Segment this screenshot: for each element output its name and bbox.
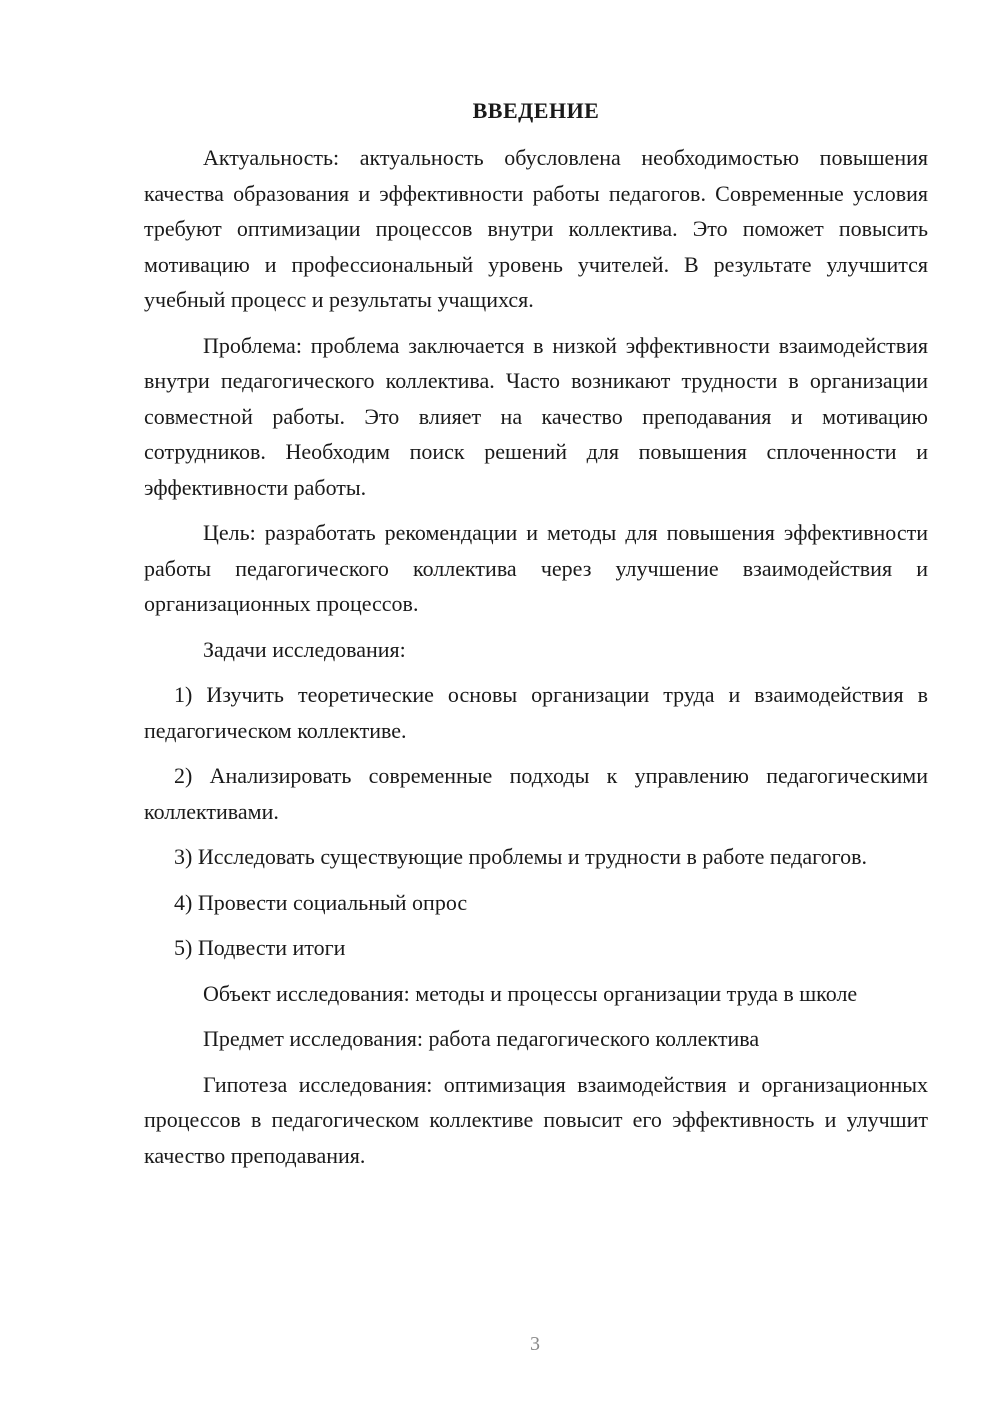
document-page [144,96,928,1183]
paragraph-relevance: Актуальность: актуальность обусловлена необходимостью повышения качества образования и эффективности работы педагогов. Современные условия требуют оптимизации процессов внутри коллектива. Это поможет повысить мотивацию и профессиональный уровень учителей. В результате улучшится учебный процесс и результаты учащихся. [144,145,928,312]
list-item-task-4: 4) Провести социальный опрос [174,889,468,915]
page-number: 3 [530,1333,540,1355]
paragraph-subject: Предмет исследования: работа педагогического коллектива [203,1026,760,1051]
paragraph-hypothesis: Гипотеза исследования: оптимизация взаимодействия и организационных процессов в педагогическом коллективе повысит его эффективность и улучшит качество преподавания. [144,1071,928,1168]
list-item-task-1: 1) Изучить теоретические основы организации труда и взаимодействия в педагогическом коллективе. [144,682,928,743]
list-item-task-2: 2) Анализировать современные подходы к управлению педагогическими коллективами. [144,763,928,824]
list-item-task-5: 5) Подвести итоги [174,935,346,960]
list-item-task-3: 3) Исследовать существующие проблемы и трудности в работе педагогов. [174,844,867,869]
section-title: ВВЕДЕНИЕ [472,98,600,123]
paragraph-object: Объект исследования: методы и процессы организации труда в школе [203,980,858,1006]
paragraph-goal: Цель: разработать рекомендации и методы для повышения эффективности работы педагогического коллектива через улучшение взаимодействия и организационных процессов. [144,520,928,616]
paragraph-tasks-heading: Задачи исследования: [203,636,406,662]
paragraph-problem: Проблема: проблема заключается в низкой эффективности взаимодействия внутри педагогического коллектива. Часто возникают трудности в организации совместной работы. Это влияет на качество преподавания и мотивацию сотрудников. Необходим поиск решений для повышения сплоченности и эффективности работы. [144,332,928,500]
